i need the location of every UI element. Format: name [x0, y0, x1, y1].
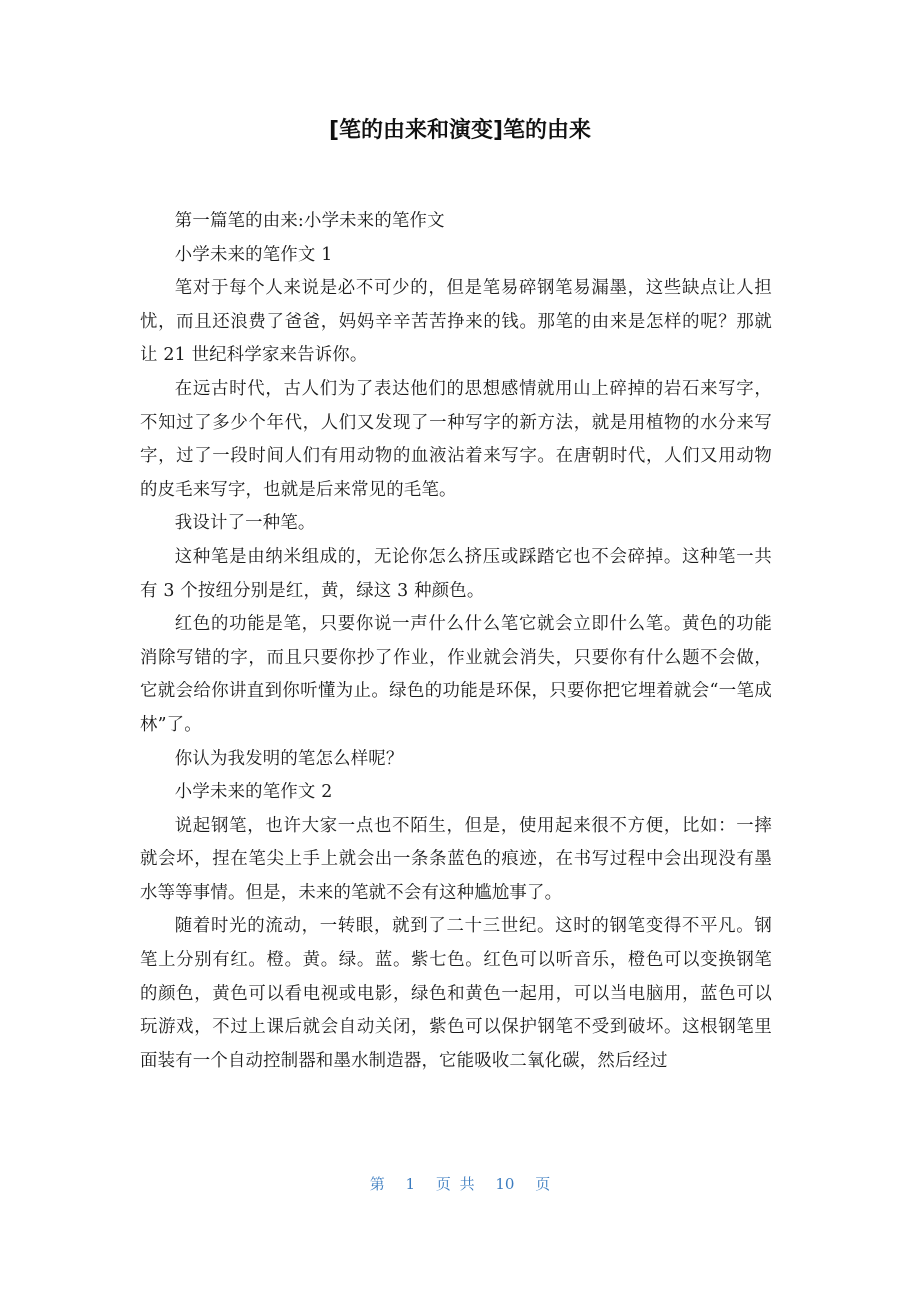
- paragraph-6: 这种笔是由纳米组成的，无论你怎么挤压或踩踏它也不会碎掉。这种笔一共有 3 个按纽分别是红，黄，绿这 3 种颜色。: [140, 546, 772, 601]
- paragraph-10: 说起钢笔，也许大家一点也不陌生，但是，使用起来很不方便，比如：一摔就会坏，捏在笔尖上手上就会出一条条蓝色的痕迹，在书写过程中会出现没有墨水等等事情。但是，未来的笔就不会有这种尴尬事了。: [140, 815, 772, 903]
- paragraph-3: 笔对于每个人来说是必不可少的，但是笔易碎钢笔易漏墨，这些缺点让人担忧，而且还浪费了爸爸，妈妈辛辛苦苦挣来的钱。那笔的由来是怎样的呢？那就让 21 世纪科学家来告诉你。: [140, 278, 772, 366]
- footer-middle: 页 共: [435, 1175, 475, 1193]
- footer-suffix: 页: [535, 1175, 551, 1193]
- document-title: [笔的由来和演变]笔的由来: [328, 118, 592, 143]
- footer-prefix: 第: [369, 1175, 385, 1193]
- paragraph-8: 你认为我发明的笔怎么样呢？: [174, 748, 404, 769]
- paragraph-11: 随着时光的流动，一转眼，就到了二十三世纪。这时的钢笔变得不平凡。钢笔上分别有红。橙。黄。绿。蓝。紫七色。红色可以听音乐，橙色可以变换钢笔的颜色，黄色可以看电视或电影，绿色和黄色一起用，可以当电脑用，蓝色可以玩游戏，不过上课后就会自动关闭，紫色可以保护钢笔不受到破坏。这根钢笔里面装有一个自动控制器和墨水制造器，它能吸收二氧化碳，然后经过: [140, 916, 772, 1071]
- paragraph-4: 在远古时代，古人们为了表达他们的思想感情就用山上碎掉的岩石来写字，不知过了多少个年代，人们又发现了一种写字的新方法，就是用植物的水分来写字，过了一段时间人们有用动物的血液沾着来写字。在唐朝时代，人们又用动物的皮毛来写字，也就是后来常见的毛笔。: [140, 378, 772, 500]
- footer-total-pages: 10: [495, 1175, 515, 1193]
- document-body: [140, 205, 772, 1078]
- paragraph-1: 第一篇笔的由来:小学未来的笔作文: [174, 211, 445, 231]
- footer-current-page: 1: [405, 1175, 416, 1193]
- paragraph-7: 红色的功能是笔，只要你说一声什么什么笔它就会立即什么笔。黄色的功能消除写错的字，而且只要你抄了作业，作业就会消失，只要你有什么题不会做，它就会给你讲直到你听懂为止。绿色的功能是环保，只要你把它埋着就会“一笔成林”了。: [140, 614, 772, 735]
- paragraph-9: 小学未来的笔作文 2: [174, 782, 333, 803]
- paragraph-2: 小学未来的笔作文 1: [174, 244, 333, 265]
- paragraph-5: 我设计了一种笔。: [174, 513, 316, 534]
- page-footer: [0, 1172, 920, 1196]
